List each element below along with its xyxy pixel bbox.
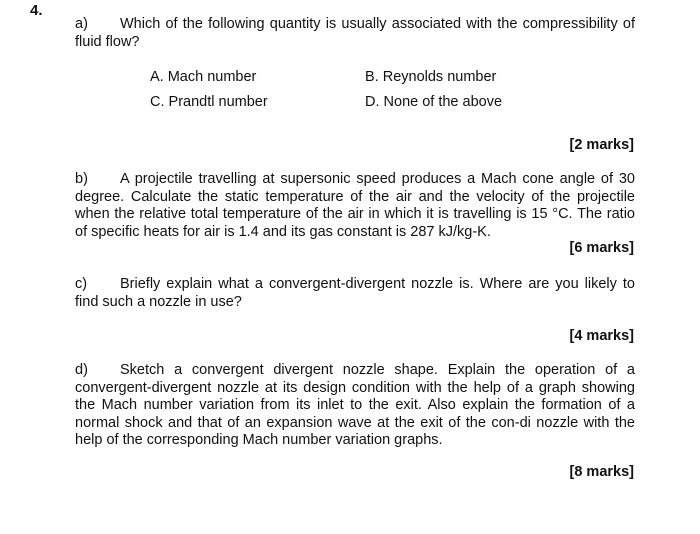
part-a-label: a) <box>75 16 88 32</box>
part-b-marks: [6 marks] <box>569 240 634 256</box>
part-b-question: A projectile travelling at supersonic speed produces a Mach cone angle of 30 degree. Calculate the static temperature of the air and the velocity of the projectile when the relative total temperature of the air in which it is travelling is 15 °C. The ratio of specific heats for air is 1.4 and its gas constant is 287 kJ/kg-K. <box>75 171 635 240</box>
part-c-label: c) <box>75 276 88 292</box>
part-c-text <box>75 276 635 311</box>
part-b-label: b) <box>75 171 88 187</box>
part-d-question: Sketch a convergent divergent nozzle shape. Explain the operation of a convergent-divergent nozzle at its design condition with the help of a graph showing the Mach number variation from its inlet to the exit. Also explain the formation of a normal shock and that of an expansion wave at the exit of the con-di nozzle with the help of the corresponding Mach number variation graphs. <box>75 362 635 448</box>
part-b-text <box>75 171 635 241</box>
option-c: C. Prandtl number <box>150 94 268 110</box>
part-c-question: Briefly explain what a convergent-divergent nozzle is. Where are you likely to find such a nozzle in use? <box>75 276 635 310</box>
part-a-marks: [2 marks] <box>569 137 634 153</box>
part-a-question: Which of the following quantity is usually associated with the compressibility of fluid flow? <box>75 16 635 50</box>
option-d: D. None of the above <box>365 94 503 110</box>
option-b: B. Reynolds number <box>365 69 497 85</box>
part-d-marks: [8 marks] <box>569 464 634 480</box>
part-c-marks: [4 marks] <box>569 328 634 344</box>
part-d-text <box>75 362 635 450</box>
part-a-text <box>75 16 635 51</box>
question-number: 4. <box>30 2 43 19</box>
part-d-label: d) <box>75 362 88 378</box>
option-a: A. Mach number <box>150 69 257 85</box>
